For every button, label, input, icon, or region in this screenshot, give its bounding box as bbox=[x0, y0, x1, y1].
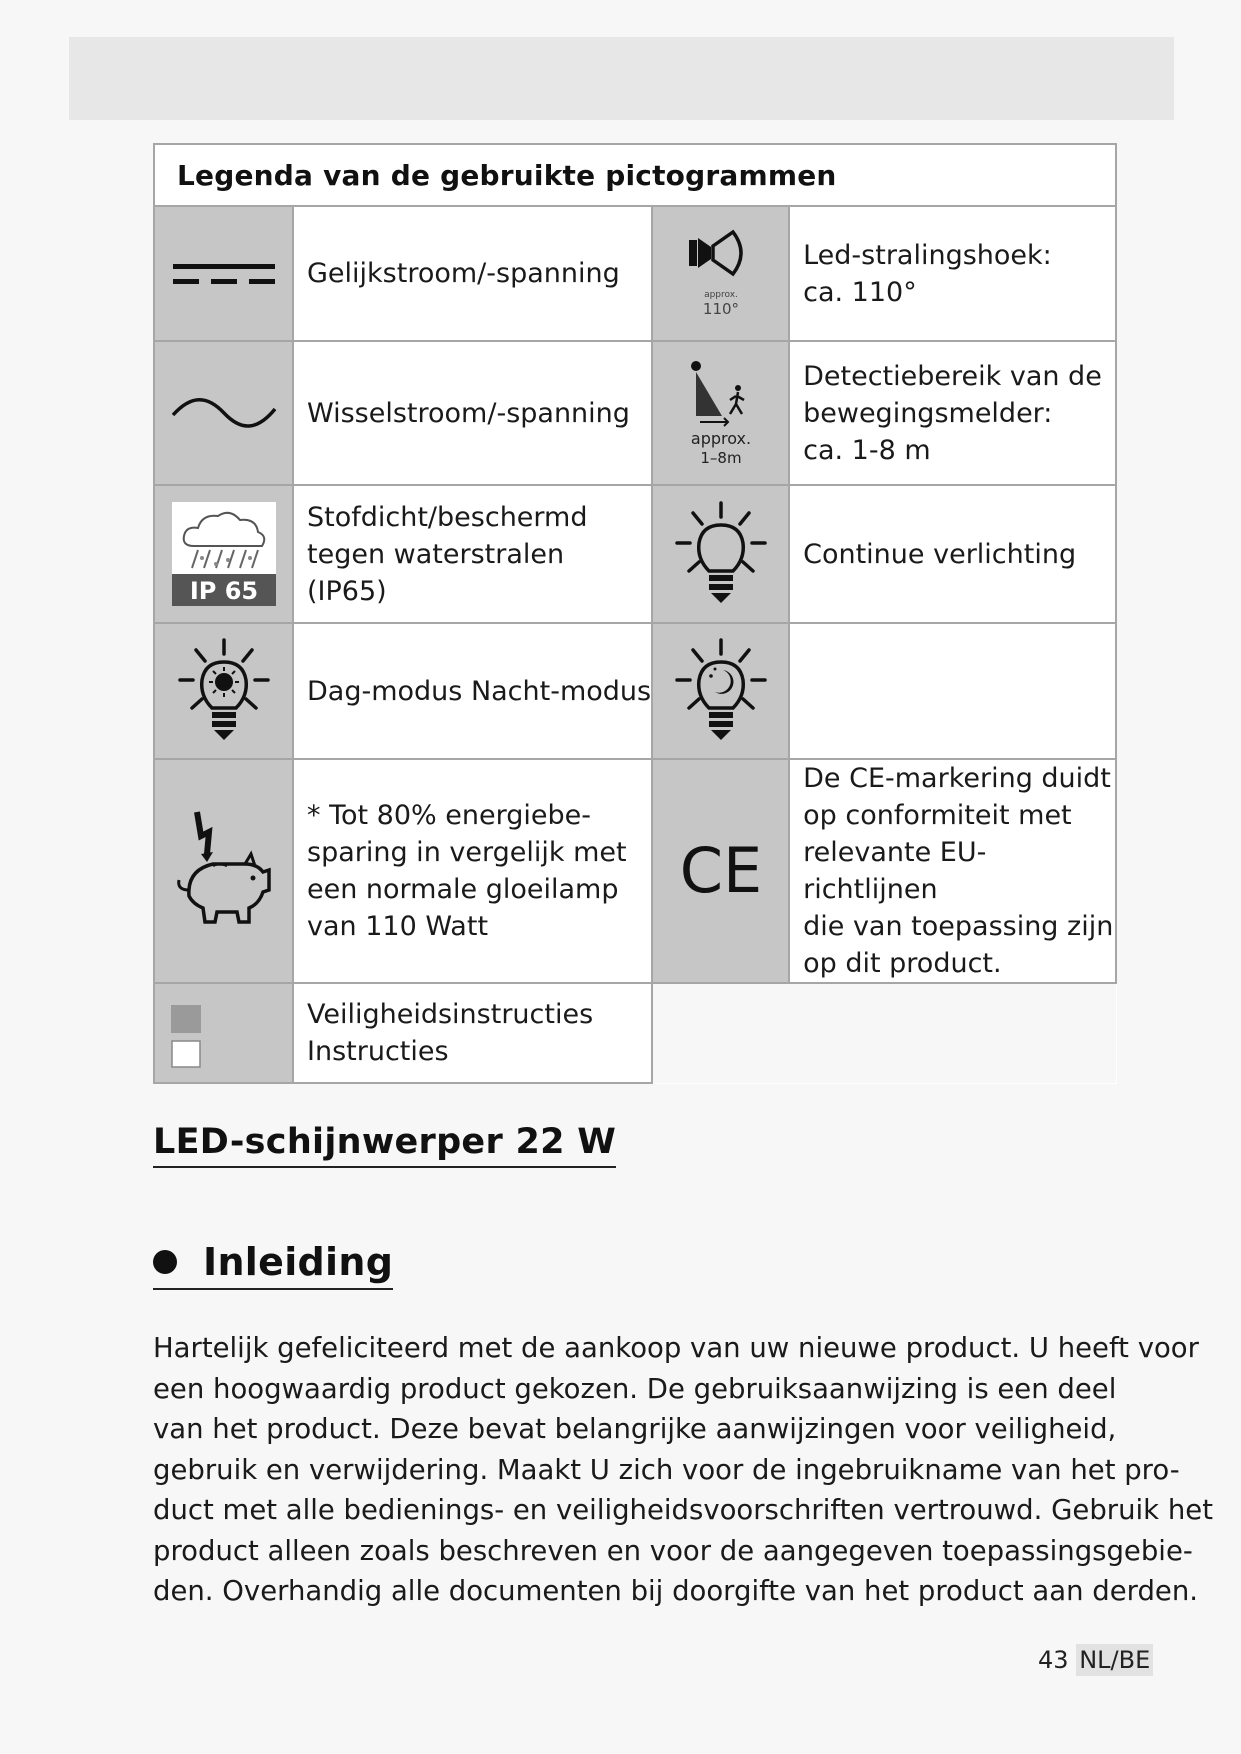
bullet-icon bbox=[153, 1250, 177, 1274]
legend-text-empty bbox=[789, 623, 1116, 759]
language-code: NL/BE bbox=[1076, 1644, 1153, 1676]
product-title: LED-schijnwerper 22 W bbox=[153, 1122, 616, 1168]
empty-cell bbox=[652, 983, 1116, 1083]
direct-current-icon bbox=[154, 206, 293, 341]
legend-text-instructions: Veiligheidsinstructies Instructies bbox=[293, 983, 652, 1083]
section-heading bbox=[153, 1240, 393, 1290]
svg-text:approx.: approx. bbox=[690, 428, 751, 448]
svg-text:CE: CE bbox=[679, 836, 762, 906]
pictogram-legend-table bbox=[153, 143, 1117, 1084]
legend-text-continuous-light: Continue verlichting bbox=[789, 485, 1116, 623]
led-beam-angle-icon bbox=[652, 206, 789, 341]
legend-text-alternating-current: Wisselstroom/-spanning bbox=[293, 341, 652, 485]
ce-mark-icon bbox=[652, 759, 789, 983]
legend-text-beam-angle: Led-stralingshoek: ca. 110° bbox=[789, 206, 1116, 341]
svg-text:110°: 110° bbox=[702, 299, 739, 318]
legend-text-direct-current: Gelijkstroom/-spanning bbox=[293, 206, 652, 341]
intro-paragraph: Hartelijk gefeliciteerd met de aankoop van uw nieuwe product. U heeft voor een hoogwaardig product gekozen. De gebruiksaanwijzing is een deel van het product. Deze bevat belangrijke aanwijzingen voor veiligheid, gebruik en verwijdering. Maakt U zich voor de ingebruikname van het pro- duct met alle bedienings- en veiligheidsvoorschriften vertrouwd. Gebruik het product alleen zoals beschreven en voor de aangegeven toepassingsgebie- den. Overhandig alle documenten bij doorgifte van het product aan derden. bbox=[153, 1332, 1213, 1607]
header-band bbox=[69, 37, 1174, 120]
section-heading-text: Inleiding bbox=[203, 1240, 394, 1284]
alternating-current-icon bbox=[154, 341, 293, 485]
energy-saving-piggy-icon bbox=[154, 759, 293, 983]
svg-text:1–8m: 1–8m bbox=[700, 448, 742, 467]
motion-detector-icon bbox=[652, 341, 789, 485]
page-number: 43 NL/BE bbox=[1038, 1646, 1153, 1674]
legend-text-day-night-mode: Dag-modus Nacht-modus bbox=[293, 623, 652, 759]
legend-title: Legenda van de gebruikte pictogrammen bbox=[154, 144, 1116, 206]
safety-instructions-squares-icon bbox=[154, 983, 293, 1083]
ip65-rain-icon bbox=[154, 485, 293, 623]
legend-text-ip65: Stofdicht/beschermd tegen waterstralen (IP65) bbox=[293, 485, 652, 623]
night-mode-bulb-icon bbox=[652, 623, 789, 759]
legend-text-ce-marking: De CE-markering duidt op conformiteit met relevante EU-richtlijnen die van toepassing zijn op dit product. bbox=[789, 759, 1116, 983]
legend-text-detection-range: Detectiebereik van de bewegingsmelder: ca. 1-8 m bbox=[789, 341, 1116, 485]
legend-text-energy-saving: * Tot 80% energiebe- sparing in vergelijk met een normale gloeilamp van 110 Watt bbox=[293, 759, 652, 983]
svg-text:IP 65: IP 65 bbox=[189, 577, 258, 605]
day-mode-bulb-icon bbox=[154, 623, 293, 759]
svg-text:approx.: approx. bbox=[703, 289, 738, 300]
continuous-light-bulb-icon bbox=[652, 485, 789, 623]
